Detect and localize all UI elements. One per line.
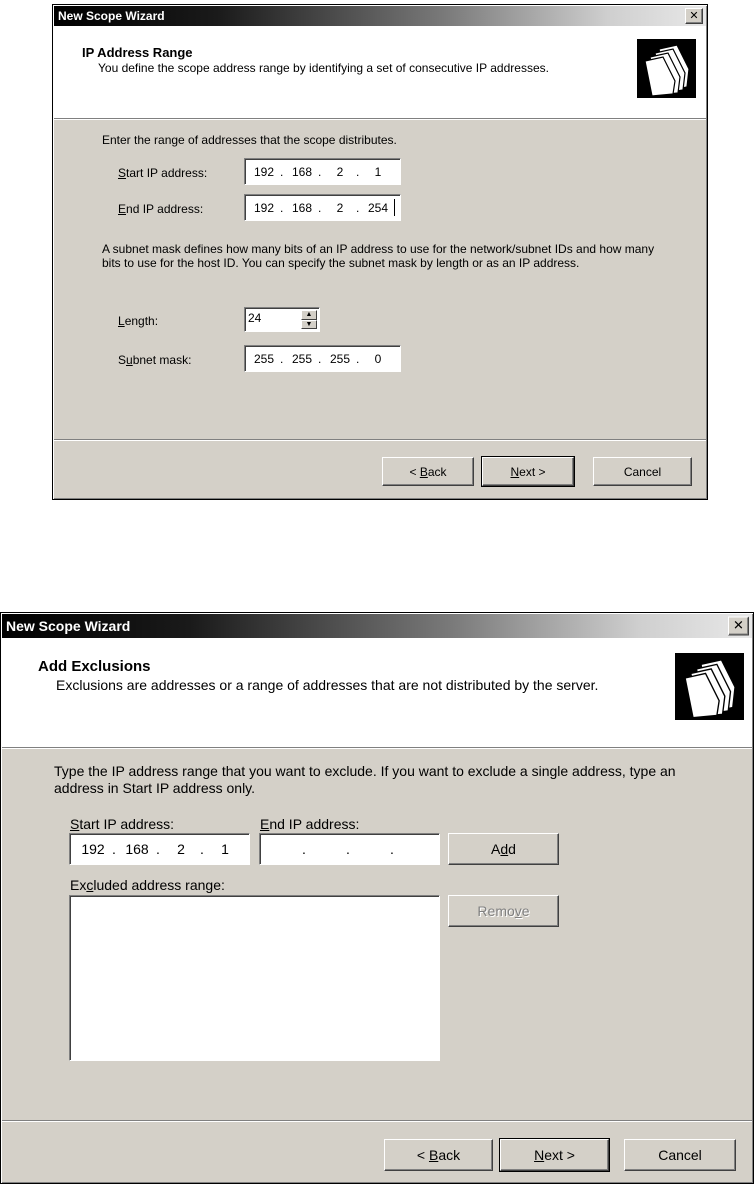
ip-octet: 255	[329, 351, 351, 366]
spin-down-button[interactable]	[301, 320, 317, 330]
ip-dot: .	[356, 200, 360, 215]
next-button-label: Next >	[510, 464, 546, 479]
excluded-range-label: Excluded address range:	[70, 877, 225, 893]
ip-dot: .	[280, 351, 284, 366]
remove-button-label: Remove	[477, 903, 530, 919]
length-value: 24	[248, 311, 262, 325]
wizard-body	[54, 120, 706, 498]
subnet-description: A subnet mask defines how many bits of an IP address to use for the network/subnet IDs and how many bits to use for the host ID. You can specify the subnet mask by length or as an IP address.	[102, 242, 655, 271]
ip-octet: 168	[125, 841, 149, 857]
end-ip-label: End IP address:	[260, 816, 360, 832]
back-button-label: < Back	[409, 464, 447, 479]
wizard-body	[2, 749, 752, 1182]
folder-stack-icon	[675, 653, 744, 720]
ip-dot: .	[318, 351, 322, 366]
cancel-button[interactable]	[593, 457, 692, 486]
spin-up-button[interactable]	[301, 310, 317, 320]
subnet-mask-label: Subnet mask:	[118, 353, 192, 367]
ip-dot: .	[356, 164, 360, 179]
ip-dot: .	[356, 351, 360, 366]
end-ip-label: End IP address:	[118, 202, 204, 216]
ip-dot: .	[156, 841, 160, 857]
intro-text: Type the IP address range that you want to exclude. If you want to exclude a single address, type an address in Start IP address only.	[54, 763, 676, 796]
window-title: New Scope Wizard	[58, 9, 165, 23]
ip-octet: 255	[253, 351, 275, 366]
cancel-button-label: Cancel	[623, 464, 662, 479]
ip-dot: .	[302, 841, 306, 857]
back-button[interactable]	[382, 457, 474, 486]
ip-octet: 254	[367, 200, 389, 215]
ip-dot: .	[280, 164, 284, 179]
ip-dot: .	[200, 841, 204, 857]
ip-octet: 2	[336, 164, 344, 179]
excluded-range-list[interactable]	[69, 895, 440, 1061]
arrow-up-icon: ▲	[305, 311, 313, 319]
close-icon: ✕	[689, 9, 699, 22]
ip-dot: .	[390, 841, 394, 857]
footer-separator	[2, 1120, 752, 1122]
text-cursor	[394, 199, 395, 216]
wizard-dialog-ip-range	[52, 4, 708, 500]
ip-dot: .	[318, 164, 322, 179]
header-title: Add Exclusions	[38, 658, 151, 675]
subnet-mask-input[interactable]	[244, 345, 401, 372]
wizard-header	[2, 638, 752, 748]
title-bar[interactable]	[2, 614, 752, 638]
close-icon: ✕	[733, 618, 744, 634]
ip-octet: 192	[253, 200, 275, 215]
ip-octet: 2	[336, 200, 344, 215]
wizard-dialog-add-exclusions	[0, 612, 754, 1184]
arrow-down-icon: ▼	[305, 320, 313, 328]
ip-octet: 1	[374, 164, 382, 179]
wizard-header	[54, 26, 706, 119]
title-bar[interactable]	[54, 6, 706, 26]
next-button-label: Next >	[534, 1147, 575, 1163]
footer-separator	[54, 439, 706, 441]
ip-octet: 255	[291, 351, 313, 366]
start-ip-input[interactable]	[69, 833, 250, 865]
start-ip-input[interactable]	[244, 158, 401, 185]
close-button[interactable]	[685, 8, 703, 24]
length-spinner-input[interactable]	[244, 307, 320, 332]
ip-dot: .	[318, 200, 322, 215]
ip-dot: .	[346, 841, 350, 857]
add-button-label: Add	[491, 841, 516, 857]
cancel-button-label: Cancel	[658, 1147, 702, 1163]
ip-octet: 0	[374, 351, 382, 366]
cancel-button[interactable]	[624, 1139, 736, 1171]
folder-stack-icon	[637, 39, 696, 98]
header-title: IP Address Range	[82, 45, 193, 60]
ip-octet: 168	[291, 200, 313, 215]
length-spinner	[301, 310, 317, 329]
length-label: Length:	[118, 314, 159, 328]
start-ip-label: Start IP address:	[118, 166, 208, 180]
ip-dot: .	[112, 841, 116, 857]
back-button-label: < Back	[416, 1147, 461, 1163]
window-title: New Scope Wizard	[6, 618, 131, 634]
close-button[interactable]	[728, 617, 749, 636]
ip-octet: 1	[221, 841, 229, 857]
add-button[interactable]	[448, 833, 559, 865]
header-description: Exclusions are addresses or a range of addresses that are not distributed by the server.	[56, 677, 599, 693]
ip-octet: 192	[253, 164, 275, 179]
back-button[interactable]	[384, 1139, 493, 1171]
ip-octet: 2	[177, 841, 185, 857]
ip-dot: .	[280, 200, 284, 215]
header-description: You define the scope address range by identifying a set of consecutive IP addresses.	[98, 61, 549, 75]
ip-octet: 192	[81, 841, 105, 857]
next-button[interactable]	[482, 457, 574, 486]
remove-button[interactable]	[448, 895, 559, 927]
end-ip-input[interactable]	[259, 833, 440, 865]
intro-text: Enter the range of addresses that the scope distributes.	[102, 133, 397, 147]
start-ip-label: Start IP address:	[70, 816, 175, 832]
end-ip-input[interactable]	[244, 194, 401, 221]
next-button[interactable]	[500, 1139, 609, 1171]
ip-octet: 168	[291, 164, 313, 179]
